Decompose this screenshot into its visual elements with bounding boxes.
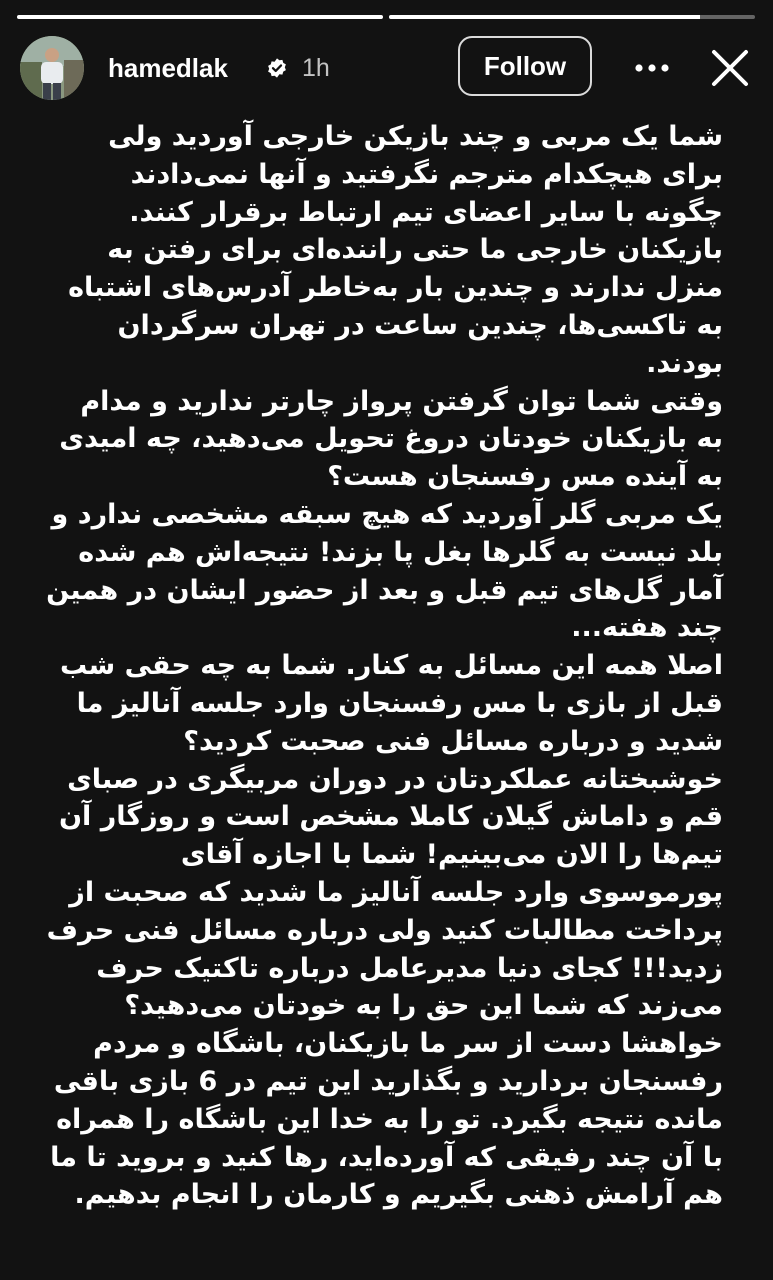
avatar-photo [20,36,84,100]
username[interactable]: hamedlak [108,53,228,83]
verified-badge-icon [266,57,288,79]
story-header [20,36,753,100]
story-paragraph-1: شما یک مربی و چند بازیکن خارجی آوردید ولی برای هیچکدام مترجم نگرفتید و آنها نمی‌دادند چگونه با سایر اعضای تیم ارتباط برقرار کنند. [108,121,723,228]
avatar[interactable] [20,36,84,100]
story-paragraph-5: اصلا همه این مسائل به کنار. شما به چه حقی شب قبل از بازی با مس رفسنجان وارد جلسه آنالیز ما شدید و درباره مسائل فنی صحبت کردید؟ خوشبختانه عملکردتان در دوران مربیگری در صبای قم و داماش گیلان کاملا مشخص است و روزگار آن تیم‌ها را الان می‌بینیم! شما با اجازه آقای پورموسوی وارد جلسه آنالیز ما شدید که صحبت از پرداخت مطالبات کنید ولی درباره مسائل فنی حرف زدید!!! کجای دنیا مدیرعامل درباره تاکتیک حرف می‌زند که شما این حق را به خودتان می‌دهید؟ خواهشا دست از سر ما بازیکنان، باشگاه و مردم رفسنجان بردارید و بگذارید این تیم در 6 بازی باقی مانده نتیجه بگیرد. تو را به خدا این باشگاه را همراه با آن چند رفیقی که آورده‌اید، رها کنید و بروید تا ما هم آرامش ذهنی بگیریم و کارمان را انجام بدهیم. [46,650,723,1211]
story-paragraph-4: یک مربی گلر آوردید که هیچ سبقه مشخصی ندارد و بلد نیست به گلرها بغل پا بزند! نتیجه‌اش هم شده آمار گل‌های تیم قبل و بعد از حضور ایشان در همین چند هفته... [46,498,723,644]
story-paragraph-2: بازیکنان خارجی ما حتی راننده‌ای برای رفتن به منزل ندارند و چندین بار به‌خاطر آدرس‌های اشتباه به تاکسی‌ها، چندین ساعت در تهران سرگردان بودند. [68,234,723,379]
more-options-button[interactable] [630,48,674,88]
story-text [46,118,723,1214]
progress-segment-2 [389,15,755,19]
close-button[interactable] [708,46,752,90]
follow-button[interactable]: Follow [458,36,592,96]
post-time: 1h [302,54,330,82]
story-progress-bar [17,15,755,19]
progress-fill-2 [389,15,700,19]
close-icon [710,48,750,88]
more-options-icon [634,63,670,73]
story-paragraph-3: وقتی شما توان گرفتن پرواز چارتر ندارید و مدام به بازیکنان خودتان دروغ تحویل می‌دهید، چه امیدی به آینده مس رفسنجان هست؟ [59,385,723,493]
progress-segment-1 [17,15,383,19]
progress-fill-1 [17,15,383,19]
